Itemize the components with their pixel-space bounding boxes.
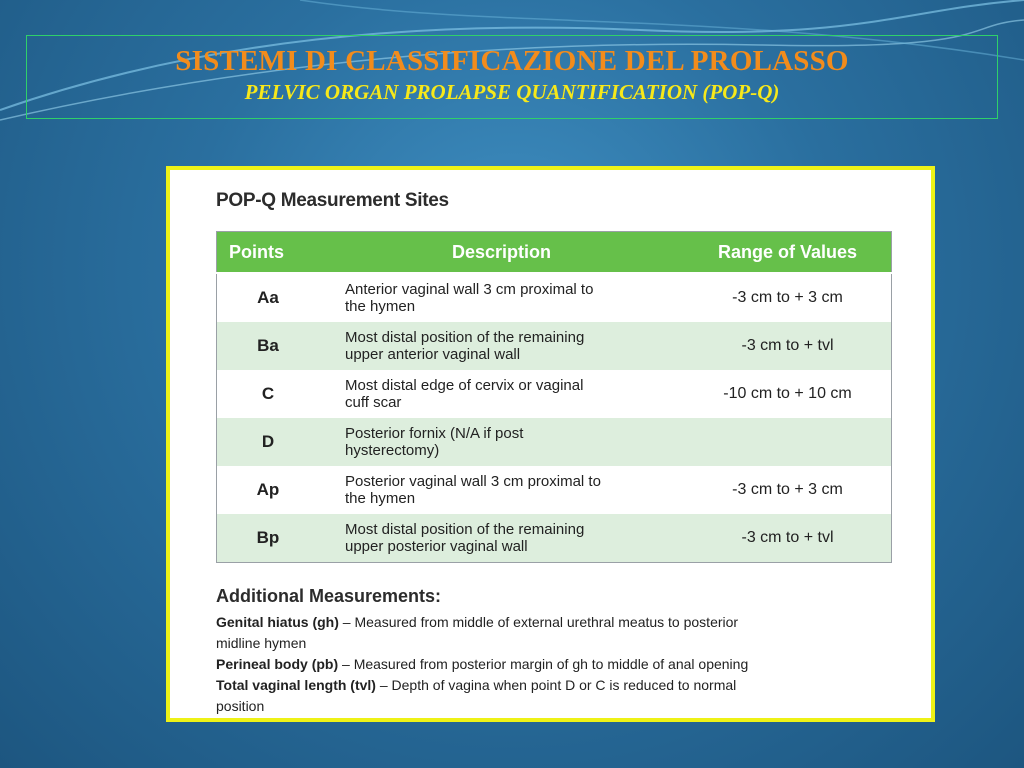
table-header-row: [217, 232, 892, 274]
table-row: [217, 514, 892, 563]
row-description: Posterior vaginal wall 3 cm proximal to the hymen: [319, 466, 684, 514]
additional-measurements: [216, 612, 896, 717]
row-range: -10 cm to + 10 cm: [684, 370, 892, 418]
row-point: C: [217, 370, 320, 418]
row-description: Posterior fornix (N/A if post hysterectomy): [319, 418, 684, 466]
row-range: -3 cm to + 3 cm: [684, 466, 892, 514]
additional-item-pb: Perineal body (pb) – Measured from posterior margin of gh to middle of anal opening: [216, 656, 749, 672]
popq-panel: [166, 166, 935, 722]
row-point: Aa: [217, 273, 320, 322]
row-point: Ap: [217, 466, 320, 514]
title-box: [26, 35, 998, 119]
slide-title: SISTEMI DI CLASSIFICAZIONE DEL PROLASSO: [175, 45, 849, 77]
table-row: [217, 418, 892, 466]
table-row: [217, 466, 892, 514]
header-range: Range of Values: [684, 232, 892, 274]
popq-table: [216, 231, 892, 563]
header-points: Points: [217, 232, 320, 274]
row-point: Bp: [217, 514, 320, 563]
additional-heading: Additional Measurements:: [216, 586, 442, 606]
additional-item-gh: Genital hiatus (gh) – Measured from middle of external urethral meatus to posterior midline hymen: [216, 614, 739, 651]
row-description: Anterior vaginal wall 3 cm proximal to the hymen: [319, 273, 684, 322]
row-point: Ba: [217, 322, 320, 370]
row-description: Most distal edge of cervix or vaginal cuff scar: [319, 370, 684, 418]
row-range: [684, 418, 892, 466]
row-point: D: [217, 418, 320, 466]
row-description: Most distal position of the remaining upper anterior vaginal wall: [319, 322, 684, 370]
header-description: Description: [319, 232, 684, 274]
panel-heading: POP-Q Measurement Sites: [216, 190, 449, 211]
row-range: -3 cm to + 3 cm: [684, 273, 892, 322]
table-row: [217, 322, 892, 370]
additional-item-tvl: Total vaginal length (tvl) – Depth of vagina when point D or C is reduced to normal position: [216, 677, 737, 714]
row-range: -3 cm to + tvl: [684, 322, 892, 370]
table-row: [217, 273, 892, 322]
row-description: Most distal position of the remaining upper posterior vaginal wall: [319, 514, 684, 563]
table-row: [217, 370, 892, 418]
slide-subtitle: PELVIC ORGAN PROLAPSE QUANTIFICATION (POP-Q): [244, 80, 780, 104]
row-range: -3 cm to + tvl: [684, 514, 892, 563]
